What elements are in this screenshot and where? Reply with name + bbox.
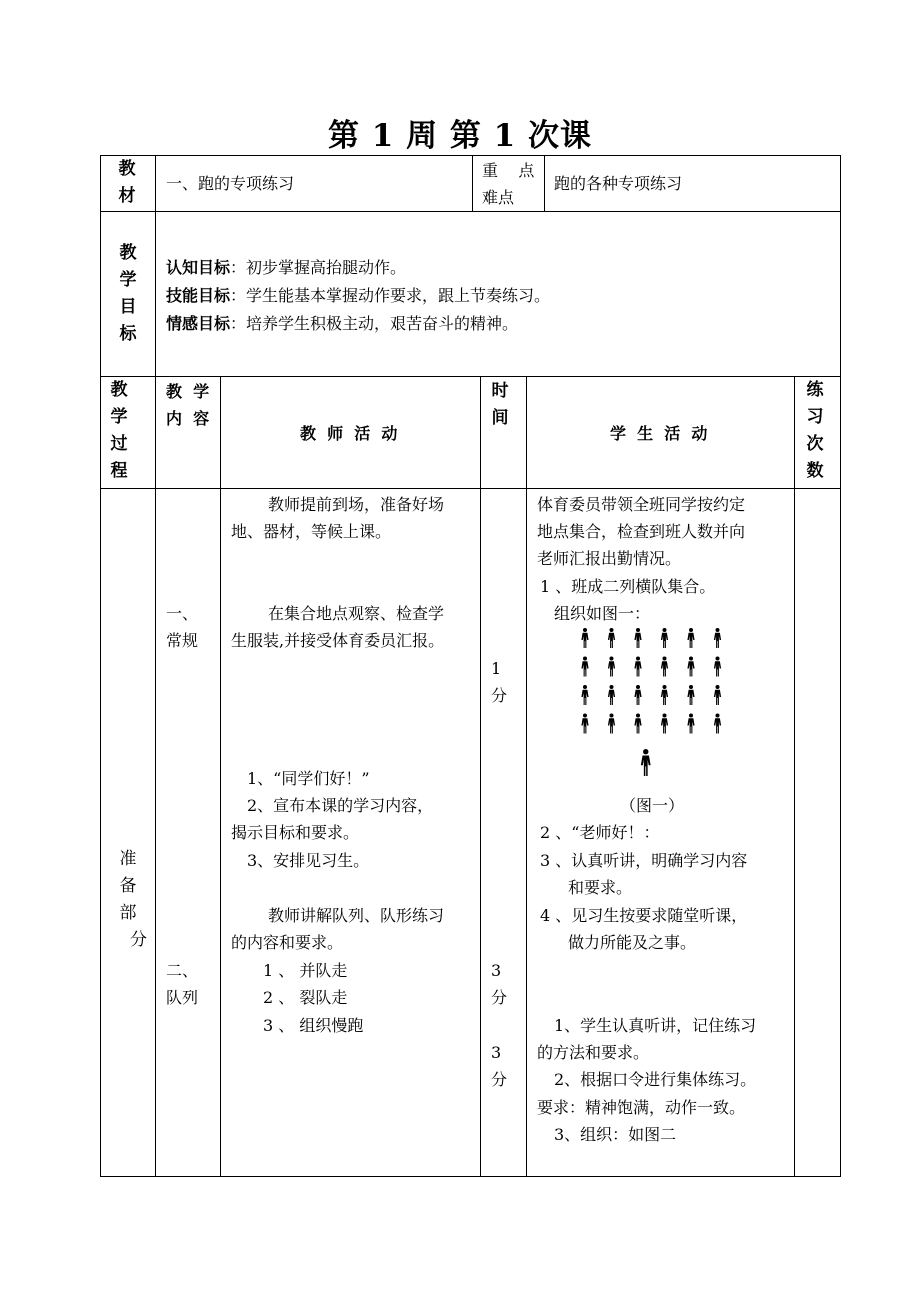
formation-diagram — [575, 625, 735, 785]
time-1-num: 1 — [491, 659, 502, 678]
student-figure — [608, 685, 615, 705]
goal-cognitive: 认知目标：初步掌握高抬腿动作。 — [166, 258, 407, 277]
student-activity-header: 学 生 活 动 — [610, 424, 708, 443]
key-header-line1: 重 点 — [482, 161, 535, 180]
material-header: 教 材 — [118, 159, 136, 206]
teacher-step2-line1: 2、宣布本课的学习内容， — [247, 796, 434, 815]
student-figure — [661, 714, 668, 734]
student-figure — [634, 657, 641, 677]
time-3-unit: 分 — [491, 1070, 508, 1089]
student-figure — [661, 685, 668, 705]
teacher-p1-line2: 地、器材，等候上课。 — [231, 522, 392, 541]
time-header: 时 间 — [491, 381, 509, 428]
time-2-num: 3 — [491, 961, 502, 980]
student-b3-line1: 3 、认真听讲，明确学习内容 — [540, 851, 748, 870]
student-b4-line1: 4 、见习生按要求随堂听课， — [540, 906, 748, 925]
teacher-p3-line1: 教师讲解队列、队形练习 — [268, 906, 445, 925]
student-a3: 组织如图一： — [554, 604, 651, 623]
student-figure — [714, 714, 721, 734]
student-figure — [581, 657, 588, 677]
student-figure — [634, 714, 641, 734]
content-header-line2: 内 容 — [166, 409, 210, 428]
student-figure — [714, 685, 721, 705]
section-label: 准 备 部 分 — [119, 849, 147, 950]
teacher-p2-line1: 在集合地点观察、检查学 — [268, 604, 445, 623]
teacher-step1: 1、“同学们好！” — [247, 769, 370, 788]
goals-header: 教 学 目 标 — [119, 243, 137, 344]
practice-count-header: 练 习 次 数 — [806, 380, 824, 481]
student-b2: 2 、“老师好！： — [540, 823, 660, 842]
student-c2-line2: 要求：精神饱满，动作一致。 — [537, 1098, 746, 1117]
process-header: 教 学 过 程 — [110, 380, 128, 481]
goal-skill: 技能目标：学生能基本掌握动作要求，跟上节奏练习。 — [166, 286, 551, 305]
student-figure — [687, 685, 694, 705]
teacher-drill3: 3 、 组织慢跑 — [263, 1016, 364, 1035]
student-figure — [608, 657, 615, 677]
student-a1-line3: 老师汇报出勤情况。 — [537, 549, 682, 568]
student-a1-line2: 地点集合，检查到班人数并向 — [537, 522, 746, 541]
page-title: 第 1 周 第 1 次课 — [327, 118, 593, 154]
time-3-num: 3 — [491, 1043, 502, 1062]
student-figure — [714, 628, 721, 648]
teacher-drill2: 2 、 裂队走 — [263, 988, 348, 1007]
student-figure — [687, 714, 694, 734]
student-c3: 3、组织：如图二 — [554, 1125, 677, 1144]
student-figure — [634, 685, 641, 705]
key-header-line2: 难点 — [482, 188, 515, 207]
student-c1-line1: 1、学生认真听讲，记住练习 — [554, 1016, 757, 1035]
student-figure — [608, 714, 615, 734]
student-b3-line2: 和要求。 — [568, 878, 633, 897]
student-figure — [634, 628, 641, 648]
content-routine-label: 常规 — [166, 631, 199, 650]
content-formation-label: 队列 — [166, 988, 199, 1007]
material-value: 一、跑的专项练习 — [166, 174, 295, 193]
student-figure — [581, 685, 588, 705]
teacher-p2-line2: 生服装,并接受体育委员汇报。 — [231, 631, 445, 650]
teacher-figure — [641, 749, 651, 776]
key-value: 跑的各种专项练习 — [554, 174, 683, 193]
teacher-p3-line2: 的内容和要求。 — [231, 933, 344, 952]
student-c2-line1: 2、根据口令进行集体练习。 — [554, 1070, 757, 1089]
time-2-unit: 分 — [491, 988, 508, 1007]
teacher-step2-line2: 揭示目标和要求。 — [231, 823, 360, 842]
content-routine-num: 一、 — [166, 604, 199, 623]
student-figure — [714, 657, 721, 677]
student-figure — [687, 628, 694, 648]
figure-caption: （图一） — [620, 796, 685, 815]
teacher-activity-header: 教 师 活 动 — [300, 424, 398, 443]
student-figure — [661, 657, 668, 677]
content-formation-num: 二、 — [166, 961, 199, 980]
content-header-line1: 教 学 — [166, 382, 210, 401]
time-1-unit: 分 — [491, 686, 508, 705]
student-figure — [581, 628, 588, 648]
student-figure — [661, 628, 668, 648]
student-figure — [608, 628, 615, 648]
student-figure — [581, 714, 588, 734]
student-figure — [687, 657, 694, 677]
student-b4-line2: 做力所能及之事。 — [568, 933, 697, 952]
teacher-step3: 3、安排见习生。 — [247, 851, 370, 870]
student-a2: 1 、班成二列横队集合。 — [540, 577, 716, 596]
goal-emotion: 情感目标：培养学生积极主动，艰苦奋斗的精神。 — [166, 314, 519, 333]
teacher-drill1: 1 、 并队走 — [263, 961, 348, 980]
student-a1-line1: 体育委员带领全班同学按约定 — [537, 495, 746, 514]
teacher-p1-line1: 教师提前到场，准备好场 — [268, 495, 445, 514]
student-c1-line2: 的方法和要求。 — [537, 1043, 650, 1062]
